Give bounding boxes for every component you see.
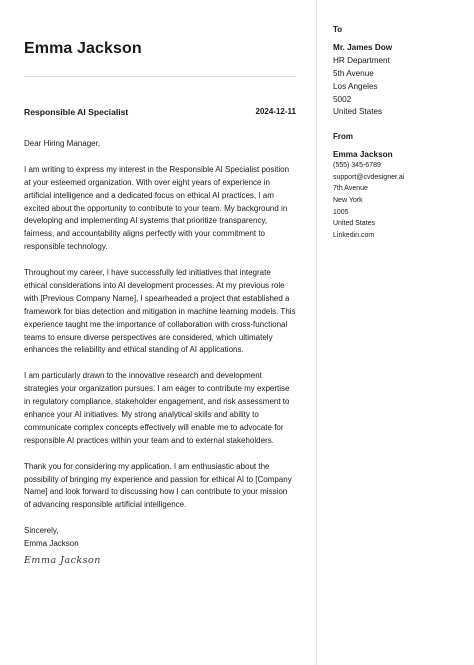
header-divider xyxy=(24,76,296,77)
paragraph-4: Thank you for considering my application. I am enthusiastic about the possibility of bringing my experience and passion for ethical AI to [Company Name] and look forward to discussing how I can contribute to your mission of advancing responsible artificial intelligence. xyxy=(24,461,292,510)
signature-name: Emma Jackson xyxy=(24,539,79,549)
sender-city: New York xyxy=(333,197,363,204)
recipient-city: Los Angeles xyxy=(333,82,378,91)
sender-country: United States xyxy=(333,220,376,227)
recipient-street: 5th Avenue xyxy=(333,69,374,78)
from-label: From xyxy=(333,132,353,141)
greeting: Dear Hiring Manager, xyxy=(24,139,101,148)
paragraph-1: I am writing to express my interest in the Responsible AI Specialist position at your esteemed organization. With over eight years of experience in artificial intelligence and a dedicated focus on ethical AI practices, I am excited about the opportunity to contribute to your team. My background in developing and implementing AI systems that prioritize transparency, fairness, and accountability aligns perfectly with your commitment to responsible technology. xyxy=(24,164,290,252)
sender-phone[interactable]: (555) 345-6789 xyxy=(333,162,381,169)
paragraph-3: I am particularly drawn to the innovative research and development strategies your organization pursues. I am eager to contribute my expertise in regulatory compliance, stakeholder engagement, and risk assessment to enhance your AI initiatives. My strong analytical skills and ability to communicate complex concepts effectively will enable me to advocate for responsible AI practices within your team and to external stakeholders. xyxy=(24,371,290,445)
to-label: To xyxy=(333,25,343,34)
closing: Sincerely, xyxy=(24,526,59,536)
recipient-zip: 5002 xyxy=(333,95,352,104)
letter-subject: Responsible AI Specialist xyxy=(24,107,129,117)
applicant-name: Emma Jackson xyxy=(24,40,142,57)
letter-body xyxy=(24,138,296,568)
letter-date: 2024-12-11 xyxy=(255,107,296,116)
paragraph-2: Throughout my career, I have successfully led initiatives that integrate ethical considerations into AI development processes. At my previous role with [Previous Company Name], I spearheaded a project that established a framework for bias detection and mitigation in machine learning models. This experience taught me the importance of collaboration with cross-functional teams to ensure diverse perspectives are considered, which ultimately enhances the reliability and ethical standing of AI applications. xyxy=(24,268,296,355)
recipient-department: HR Department xyxy=(333,56,390,65)
sender-street: 7th Avenue xyxy=(333,185,368,192)
sender-email[interactable]: support@cvdesigner.ai xyxy=(333,174,405,181)
sender-name: Emma Jackson xyxy=(333,150,393,159)
recipient-country: United States xyxy=(333,107,383,116)
sender-zip: 1005 xyxy=(333,209,349,216)
sidebar-divider xyxy=(316,0,317,665)
handwritten-signature: Emma Jackson xyxy=(24,554,101,566)
sender-linkedin[interactable]: Linkedin.com xyxy=(333,232,375,239)
recipient-name: Mr. James Dow xyxy=(333,43,393,52)
